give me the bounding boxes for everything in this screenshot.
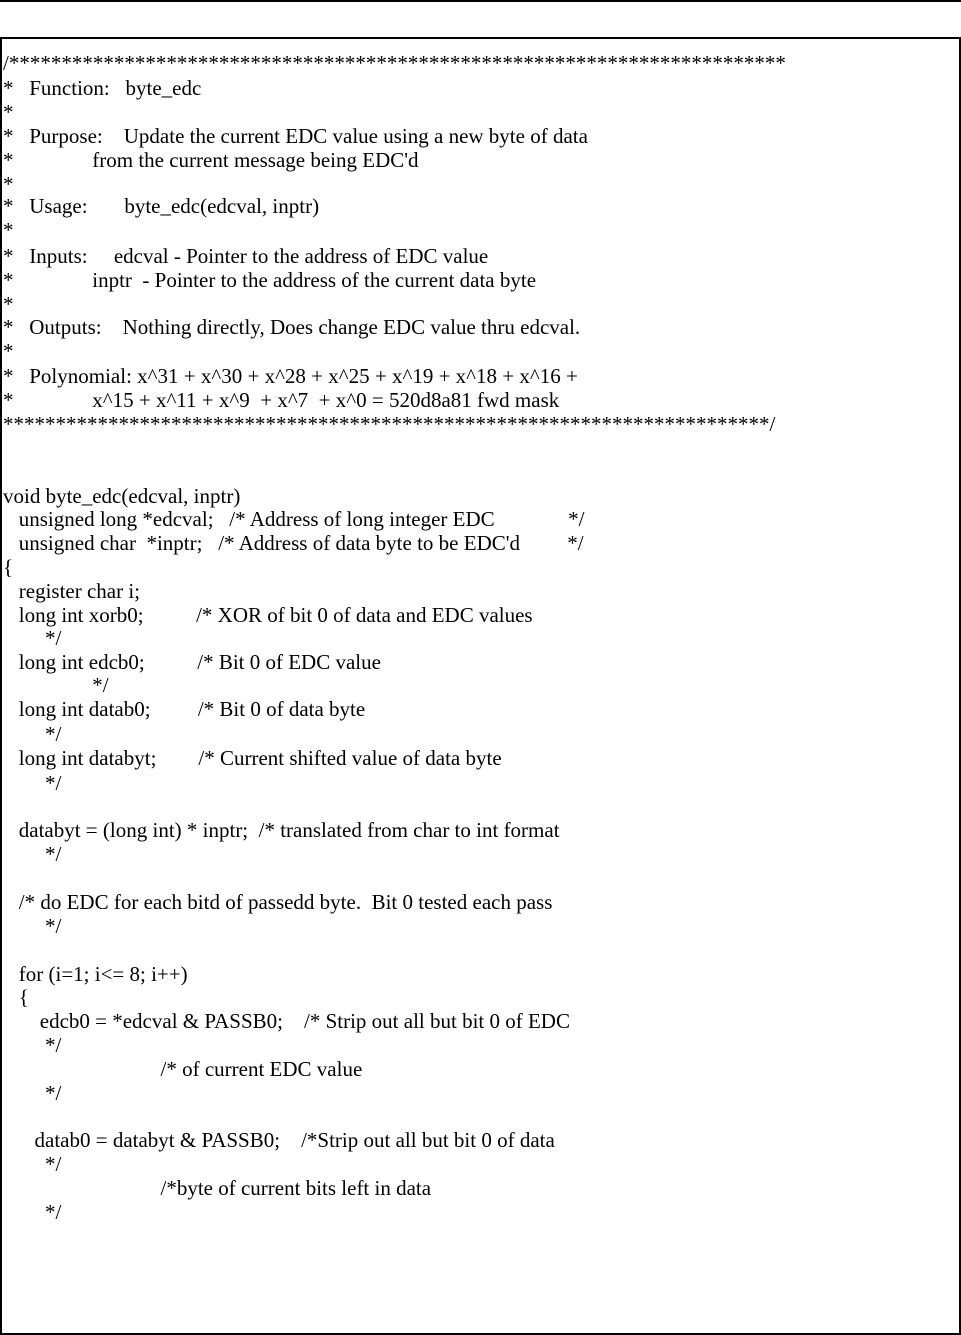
code-line: * <box>3 172 14 196</box>
top-rule <box>0 0 961 2</box>
code-line: /* of current EDC value <box>3 1057 363 1081</box>
code-line: */ <box>3 1152 62 1176</box>
code-line: *************************************************************************/ <box>3 412 776 436</box>
code-line: void byte_edc(edcval, inptr) <box>3 484 241 508</box>
code-line: unsigned long *edcval; /* Address of long integer EDC */ <box>3 507 585 531</box>
code-line: /* do EDC for each bitd of passedd byte. Bit 0 tested each pass <box>3 890 553 914</box>
code-line: * Usage: byte_edc(edcval, inptr) <box>3 194 320 218</box>
code-line: */ <box>3 771 62 795</box>
code-line: * <box>3 339 14 363</box>
code-line: */ <box>3 722 62 746</box>
code-line: edcb0 = *edcval & PASSB0; /* Strip out all but bit 0 of EDC <box>3 1009 570 1033</box>
code-line: long int xorb0; /* XOR of bit 0 of data and EDC values <box>3 603 533 627</box>
code-line: * <box>3 292 14 316</box>
code-line: * Outputs: Nothing directly, Does change EDC value thru edcval. <box>3 315 581 339</box>
code-line: * Purpose: Update the current EDC value using a new byte of data <box>3 124 588 148</box>
code-line: for (i=1; i<= 8; i++) <box>3 962 188 986</box>
code-line: * <box>3 218 14 242</box>
code-line: datab0 = databyt & PASSB0; /*Strip out all but bit 0 of data <box>3 1128 555 1152</box>
code-line: register char i; <box>3 579 141 603</box>
code-line: */ <box>3 914 62 938</box>
code-line: * Inputs: edcval - Pointer to the address of EDC value <box>3 244 489 268</box>
code-line: */ <box>3 673 109 697</box>
code-line: */ <box>3 626 62 650</box>
code-line: /************************************************************************** <box>3 51 786 75</box>
code-line: long int datab0; /* Bit 0 of data byte <box>3 697 366 721</box>
code-line: unsigned char *inptr; /* Address of data byte to be EDC'd */ <box>3 531 584 555</box>
code-line: */ <box>3 1200 62 1224</box>
code-line: /*byte of current bits left in data <box>3 1176 432 1200</box>
code-line: databyt = (long int) * inptr; /* translated from char to int format <box>3 818 560 842</box>
code-line: */ <box>3 1081 62 1105</box>
code-line: * inptr - Pointer to the address of the current data byte <box>3 268 537 292</box>
code-line: { <box>3 985 29 1009</box>
code-line: long int databyt; /* Current shifted value of data byte <box>3 746 502 770</box>
code-line: * x^15 + x^11 + x^9 + x^7 + x^0 = 520d8a81 fwd mask <box>3 388 560 412</box>
code-line: * Polynomial: x^31 + x^30 + x^28 + x^25 + x^19 + x^18 + x^16 + <box>3 364 578 388</box>
code-line: * <box>3 100 14 124</box>
code-line: */ <box>3 842 62 866</box>
code-line: */ <box>3 1033 62 1057</box>
code-line: * Function: byte_edc <box>3 76 202 100</box>
code-line: { <box>3 555 14 579</box>
code-line: * from the current message being EDC'd <box>3 148 419 172</box>
code-line: long int edcb0; /* Bit 0 of EDC value <box>3 650 381 674</box>
